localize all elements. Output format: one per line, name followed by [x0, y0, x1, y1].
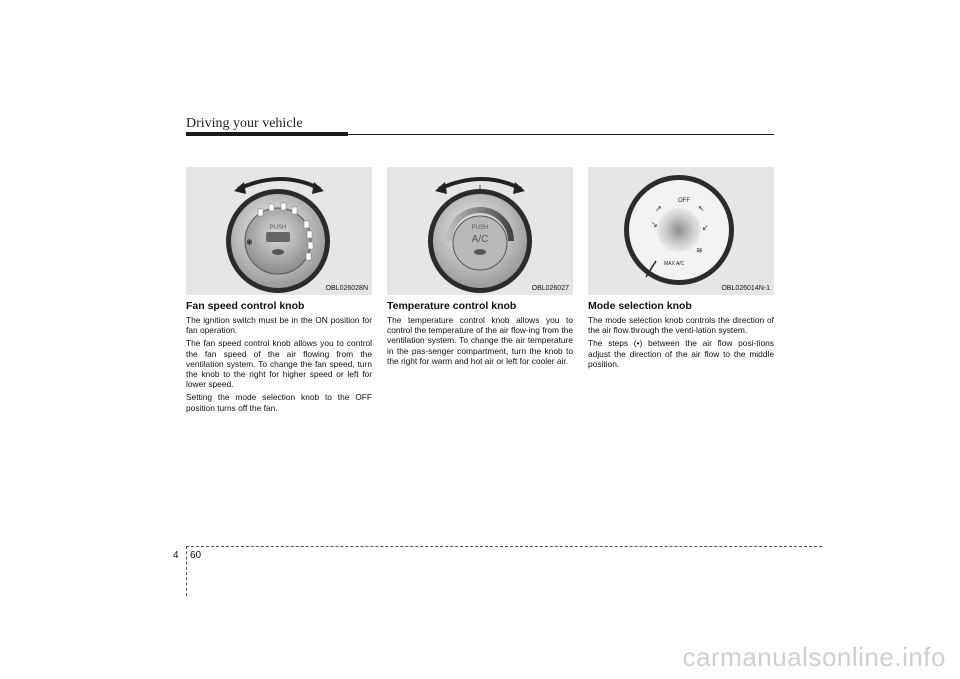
max-ac-label: MAX A/C [664, 261, 685, 267]
svg-text:↗: ↗ [655, 204, 662, 213]
mode-knob-illustration [588, 167, 774, 295]
figure-code: OBL026027 [531, 285, 569, 292]
paragraph: The steps (•) between the air flow posi-tions adjust the direction of the air flow to the middle position. [588, 338, 774, 369]
fan-speed-section [186, 300, 372, 416]
header-rule-thin [348, 134, 774, 135]
knob-center [657, 208, 701, 252]
paragraph: The fan speed control knob allows you to control the fan speed of the air flowing from the ventilation system. To change the fan speed, turn the knob to the right for higher speed or left for lower speed. [186, 338, 372, 390]
section-number: 4 [173, 550, 179, 561]
temperature-knob-figure [387, 167, 573, 295]
svg-text:↖: ↖ [698, 204, 705, 213]
page-header-title: Driving your vehicle [186, 116, 303, 131]
knob-button [266, 232, 290, 242]
footer-rule-vertical [186, 546, 187, 596]
fan-speed-knob-illustration [186, 167, 372, 295]
figure-code: OBL026028N [325, 285, 368, 292]
temperature-section [387, 300, 573, 369]
svg-text:↙: ↙ [702, 223, 709, 232]
paragraph: The ignition switch must be in the ON position for fan operation. [186, 315, 372, 336]
temperature-knob-illustration [387, 167, 573, 295]
fan-speed-knob-figure [186, 167, 372, 295]
section-heading: Temperature control knob [387, 300, 517, 312]
header-rule [186, 132, 348, 136]
section-heading: Mode selection knob [588, 300, 692, 312]
mode-knob-figure [588, 167, 774, 295]
push-label: PUSH [269, 225, 287, 231]
rotate-arrow [238, 179, 320, 189]
watermark: carmanualsonline.info [682, 642, 946, 672]
indicator-led [272, 249, 284, 255]
push-label: PUSH [471, 225, 489, 231]
paragraph: Setting the mode selection knob to the OFF position turns off the fan. [186, 392, 372, 413]
figure-code: OBL026014N-1 [721, 285, 770, 292]
page-number: 60 [190, 550, 202, 561]
off-label: OFF [678, 198, 690, 204]
svg-text:≋: ≋ [696, 246, 703, 255]
paragraph: The mode selection knob controls the direction of the air flow through the venti-lation system. [588, 315, 774, 336]
mode-selection-section [588, 300, 774, 372]
footer-rule [186, 546, 822, 547]
fan-icon: ✱ [246, 238, 253, 247]
indicator-led [474, 249, 486, 255]
ac-label: A/C [471, 234, 489, 245]
paragraph: The temperature control knob allows you to control the temperature of the air flow-ing from the ventilation system. To change the air temperature in the pas-senger compartment, turn the knob to the right for warm and hot air or left for cooler air. [387, 315, 573, 366]
section-heading: Fan speed control knob [186, 300, 305, 312]
svg-text:↘: ↘ [651, 220, 658, 229]
